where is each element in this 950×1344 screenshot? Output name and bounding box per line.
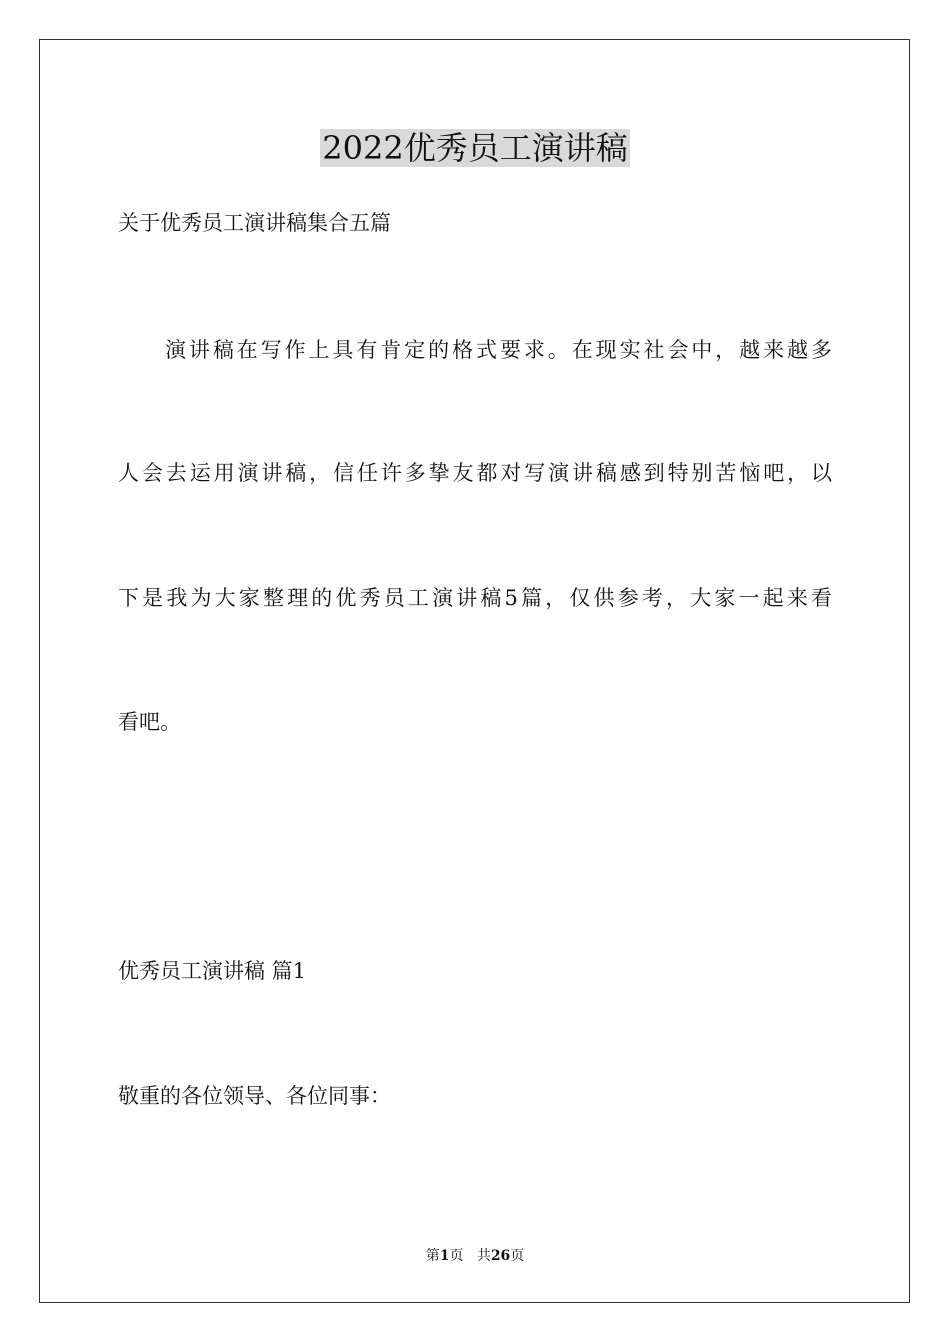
document-title-text: 2022优秀员工演讲稿 (322, 129, 628, 167)
document-subtitle: 关于优秀员工演讲稿集合五篇 (118, 211, 391, 235)
page-label-suffix: 页 (449, 1248, 464, 1264)
intro-line-2: 人会去运用演讲稿，信任许多挚友都对写演讲稿感到特别苦恼吧，以 (118, 461, 832, 485)
page-number: 1 (439, 1248, 450, 1264)
total-label-prefix: 共 (476, 1248, 491, 1264)
total-pages: 26 (490, 1248, 511, 1264)
document-title (0, 126, 950, 170)
salutation: 敬重的各位领导、各位同事： (118, 1084, 391, 1108)
page-label-prefix: 第 (425, 1248, 440, 1264)
section-heading: 优秀员工演讲稿 篇1 (118, 959, 307, 983)
intro-line-1: 演讲稿在写作上具有肯定的格式要求。在现实社会中，越来越多 (165, 338, 832, 362)
intro-line-4: 看吧。 (118, 710, 181, 734)
page-footer (0, 1246, 950, 1266)
total-label-suffix: 页 (510, 1248, 525, 1264)
intro-line-3: 下是我为大家整理的优秀员工演讲稿5篇，仅供参考，大家一起来看 (118, 586, 832, 610)
